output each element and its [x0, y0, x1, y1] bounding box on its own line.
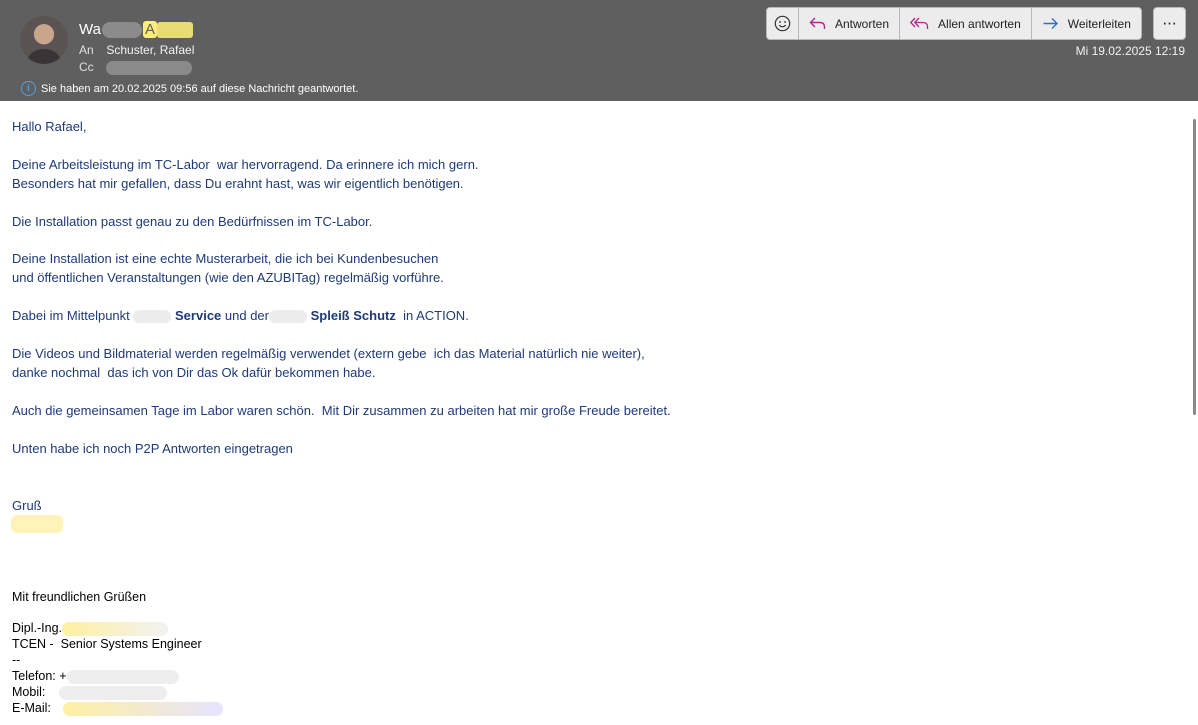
- reply-all-icon: [910, 16, 929, 31]
- signature-phone-line: [12, 669, 179, 684]
- text-segment: in ACTION.: [395, 308, 469, 323]
- email-link-redacted[interactable]: [63, 702, 223, 716]
- signature-title: Dipl.-Ing.: [12, 621, 63, 635]
- paragraph-line: Auch die gemeinsamen Tage im Labor waren schön. Mit Dir zusammen zu arbeiten hat mir große Freude bereitet.: [12, 403, 671, 418]
- redacted-blur: [62, 622, 168, 636]
- paragraph-line: [12, 308, 469, 323]
- more-icon: ···: [1162, 14, 1177, 33]
- text-segment-bold: Spleiß Schutz: [310, 308, 396, 323]
- text-segment-bold: Service: [175, 308, 222, 323]
- vertical-scrollbar[interactable]: [1190, 101, 1198, 725]
- paragraph-line: Unten habe ich noch P2P Antworten eingetragen: [12, 441, 293, 456]
- redacted-blur: [67, 670, 179, 684]
- message-toolbar: [766, 7, 1142, 40]
- sender-name-mid: A: [144, 21, 155, 38]
- closing-line: Gruß: [12, 498, 42, 513]
- to-recipient[interactable]: Schuster, Rafael: [106, 43, 195, 57]
- text-segment: und der: [221, 308, 269, 323]
- to-label: An: [79, 43, 94, 57]
- redacted-blur: [59, 686, 167, 700]
- sender-avatar[interactable]: [20, 16, 68, 64]
- cc-recipient-redacted[interactable]: [106, 61, 192, 75]
- reply-label: Antworten: [835, 16, 890, 31]
- signature-name-line: [12, 621, 168, 636]
- redacted-blur: [133, 310, 171, 323]
- forward-label: Weiterleiten: [1067, 16, 1131, 31]
- redacted-blur: [11, 515, 63, 533]
- reply-icon: [809, 16, 826, 31]
- to-row: [79, 43, 194, 57]
- signature-email-line: [12, 701, 223, 716]
- more-actions-button[interactable]: [1153, 7, 1186, 40]
- email-label: E-Mail:: [12, 701, 51, 715]
- cc-label: Cc: [79, 60, 94, 74]
- signature-greeting: Mit freundlichen Grüßen: [12, 590, 147, 604]
- reaction-button[interactable]: [767, 8, 799, 39]
- greeting-line: Hallo Rafael,: [12, 119, 87, 134]
- paragraph-line: und öffentlichen Veranstaltungen (wie den AZUBITag) regelmäßig vorführe.: [12, 270, 444, 285]
- signature-mobile-line: [12, 685, 167, 700]
- message-body: [0, 101, 1190, 725]
- cc-row: [79, 60, 192, 75]
- reply-button[interactable]: [799, 8, 900, 39]
- paragraph-line: Deine Arbeitsleistung im TC-Labor war hervorragend. Da erinnere ich mich gern.: [12, 157, 479, 172]
- forward-button[interactable]: [1032, 8, 1141, 39]
- phone-label: Telefon: +: [12, 669, 67, 683]
- smiley-icon: [774, 15, 791, 32]
- reply-all-label: Allen antworten: [938, 16, 1021, 31]
- paragraph-line: danke nochmal das ich von Dir das Ok dafür bekommen habe.: [12, 365, 376, 380]
- message-date: Mi 19.02.2025 12:19: [1075, 44, 1185, 58]
- replied-info-text: Sie haben am 20.02.2025 09:56 auf diese Nachricht geantwortet.: [41, 82, 359, 95]
- paragraph-line: Die Videos und Bildmaterial werden regelmäßig verwendet (extern gebe ich das Material natürlich nie weiter),: [12, 346, 645, 361]
- text-segment: Dabei im Mittelpunkt: [12, 308, 134, 323]
- reply-all-button[interactable]: [900, 8, 1032, 39]
- scrollbar-thumb[interactable]: [1193, 119, 1196, 415]
- redacted-blur: [269, 310, 307, 323]
- replied-info-bar: [21, 81, 358, 96]
- mobile-label: Mobil:: [12, 685, 46, 699]
- signature-separator: --: [12, 653, 21, 667]
- paragraph-line: Die Installation passt genau zu den Bedürfnissen im TC-Labor.: [12, 214, 373, 229]
- paragraph-line: Besonders hat mir gefallen, dass Du erahnt hast, was wir eigentlich benötigen.: [12, 176, 464, 191]
- sender-name-prefix: Wa: [79, 21, 101, 38]
- redacted-blur: [102, 22, 142, 38]
- paragraph-line: Deine Installation ist eine echte Musterarbeit, die ich bei Kundenbesuchen: [12, 251, 439, 266]
- message-header: [0, 0, 1198, 101]
- forward-arrow-icon: [1042, 16, 1059, 31]
- signature-role: TCEN - Senior Systems Engineer: [12, 637, 202, 651]
- info-icon: i: [21, 81, 36, 96]
- redacted-blur: [157, 22, 193, 38]
- sender-name[interactable]: [79, 21, 193, 38]
